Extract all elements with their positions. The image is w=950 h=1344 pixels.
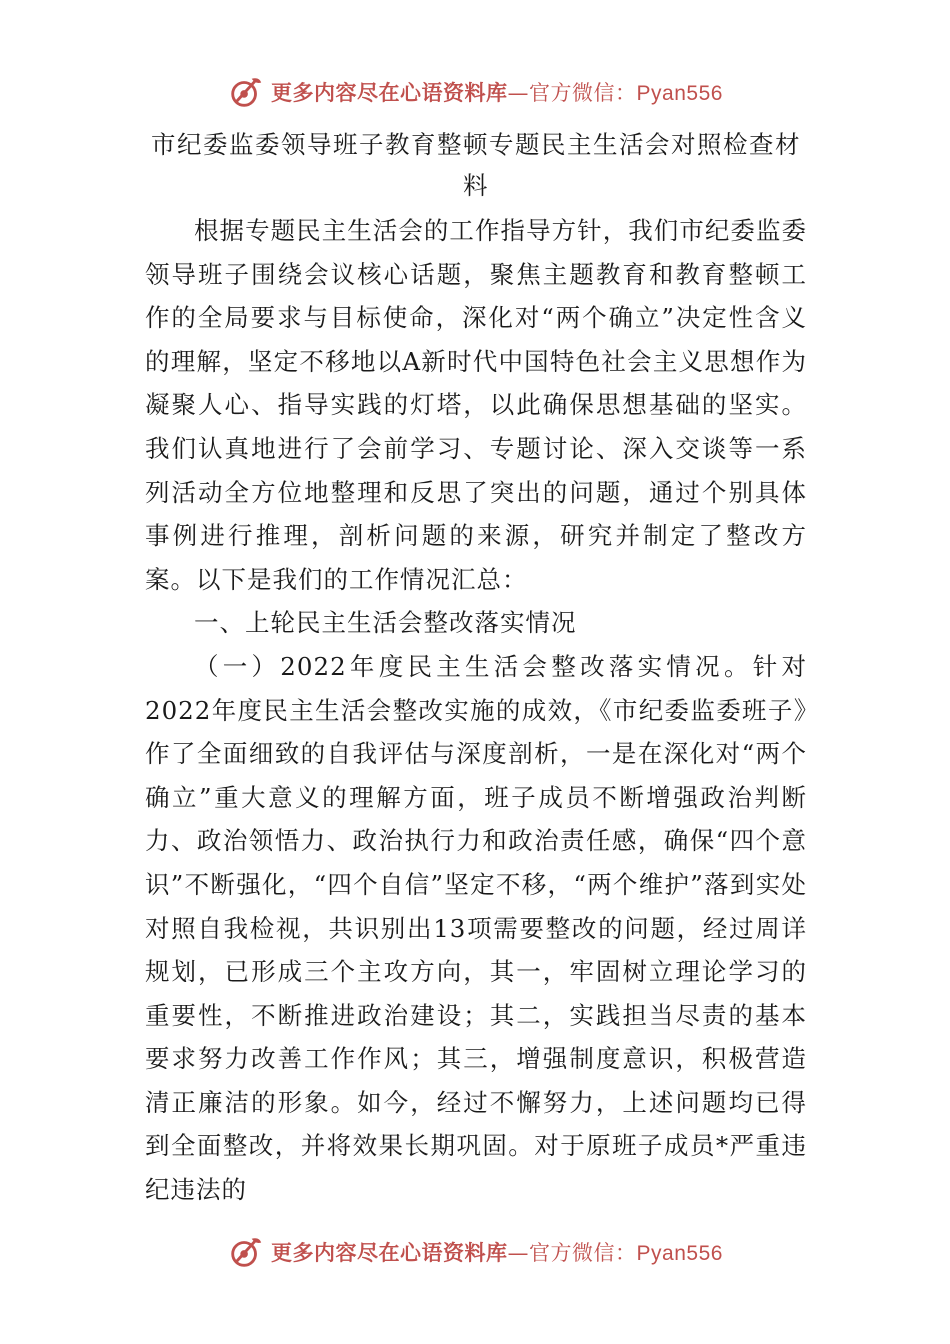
banner-text [271,1237,723,1267]
document-title: 市纪委监委领导班子教育整顿专题民主生活会对照检查材料 [151,130,801,200]
logo-icon [227,73,265,111]
banner-separator: — [507,1241,530,1265]
banner-brand: 更多内容尽在心语资料库 [271,81,508,105]
paragraph-intro: 根据专题民主生活会的工作指导方针，我们市纪委监委领导班子围绕会议核心话题，聚焦主题教育和教育整顿工作的全局要求与目标使命，深化对“两个确立”决定性含义的理解，坚定不移地以A新时代中国特色社会主义思想作为凝聚人心、指导实践的灯塔，以此确保思想基础的坚实。我们认真地进行了会前学习、专题讨论、深入交谈等一系列活动全方位地整理和反思了突出的问题，通过个别具体事例进行推理，剖析问题的来源，研究并制定了整改方案。以下是我们的工作情况汇总： [145,216,807,594]
banner-text [271,77,723,107]
banner-wechat-label: 官方微信： [529,1241,637,1265]
paragraph-section-1: （一）2022年度民主生活会整改落实情况。针对2022年度民主生活会整改实施的成效，《市纪委监委班子》作了全面细致的自我评估与深度剖析，一是在深化对“两个确立”重大意义的理解方面，班子成员不断增强政治判断力、政治领悟力、政治执行力和政治责任感，确保“四个意识”不断强化，“四个自信”坚定不移，“两个维护”落到实处对照自我检视，共识别出13项需要整改的问题，经过周详规划，已形成三个主攻方向，其一，牢固树立理论学习的重要性，不断推进政治建设；其二，实践担当尽责的基本要求努力改善工作作风；其三，增强制度意识，积极营造清正廉洁的形象。如今，经过不懈努力，上述问题均已得到全面整改，并将效果长期巩固。对于原班子成员*严重违纪违法的 [145,651,807,1205]
banner-wechat-label: 官方微信： [529,81,637,105]
banner-wechat-account: Pyan556 [636,82,723,105]
banner-separator: — [507,81,530,105]
banner-brand: 更多内容尽在心语资料库 [271,1241,508,1265]
section-heading: 一、上轮民主生活会整改落实情况 [194,608,577,638]
document-body [145,209,807,1212]
header-banner [0,70,950,114]
footer-banner [0,1230,950,1274]
logo-icon [227,1233,265,1271]
banner-wechat-account: Pyan556 [636,1242,723,1265]
